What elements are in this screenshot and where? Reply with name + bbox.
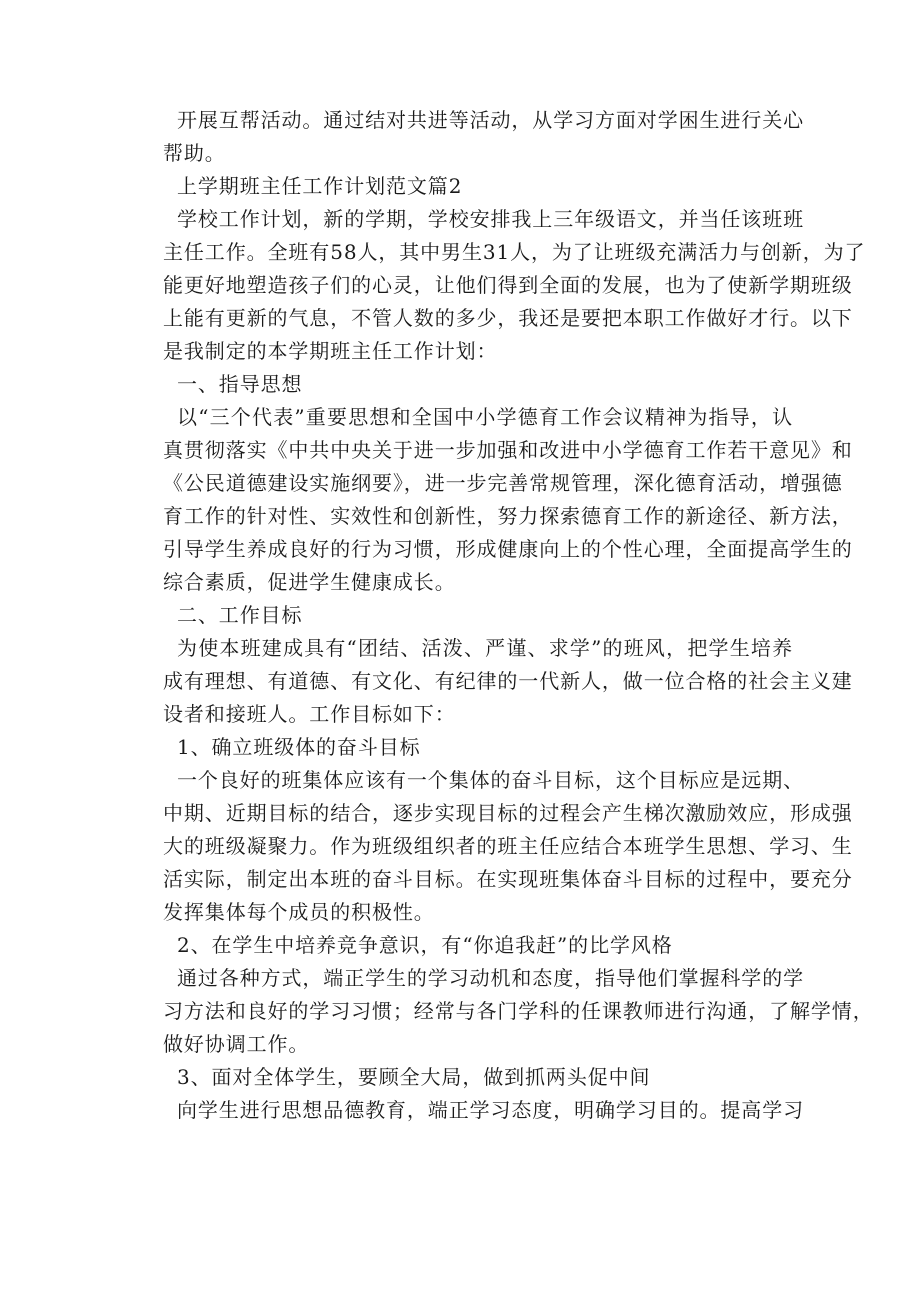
document-page bbox=[163, 104, 874, 1127]
text-line: 做好协调工作。 bbox=[163, 1032, 310, 1056]
text-line: 引导学生养成良好的行为习惯，形成健康向上的个性心理，全面提高学生的 bbox=[163, 537, 853, 561]
text-line: 向学生进行思想品德教育，端正学习态度，明确学习目的。提高学习 bbox=[177, 1098, 804, 1122]
text-line: 成有理想、有道德、有文化、有纪律的一代新人，做一位合格的社会主义建 bbox=[163, 669, 853, 693]
text-line: 二、工作目标 bbox=[177, 603, 303, 627]
text-line: 为使本班建成具有“团结、活泼、严谨、求学”的班风，把学生培养 bbox=[177, 636, 793, 660]
text-line: 真贯彻落实《中共中央关于进一步加强和改进中小学德育工作若干意见》和 bbox=[163, 438, 853, 462]
text-line: 帮助。 bbox=[163, 141, 226, 165]
text-line: 2、在学生中培养竞争意识，有“你追我赶”的比学风格 bbox=[177, 933, 673, 957]
text-line: 育工作的针对性、实效性和创新性，努力探索德育工作的新途径、新方法， bbox=[163, 504, 853, 528]
text-line: 上能有更新的气息，不管人数的多少，我还是要把本职工作做好才行。以下 bbox=[163, 306, 853, 330]
text-line: 以“三个代表”重要思想和全国中小学德育工作会议精神为指导，认 bbox=[177, 405, 793, 429]
text-line: 1、确立班级体的奋斗目标 bbox=[177, 735, 421, 759]
text-line: 习方法和良好的学习习惯；经常与各门学科的任课教师进行沟通，了解学情， bbox=[163, 999, 874, 1023]
text-line: 是我制定的本学期班主任工作计划： bbox=[163, 339, 498, 363]
text-line: 大的班级凝聚力。作为班级组织者的班主任应结合本班学生思想、学习、生 bbox=[163, 834, 853, 858]
text-line: 《公民道德建设实施纲要》，进一步完善常规管理，深化德育活动，增强德 bbox=[163, 471, 843, 495]
text-line: 学校工作计划，新的学期，学校安排我上三年级语文，并当任该班班 bbox=[177, 207, 804, 231]
text-line: 活实际，制定出本班的奋斗目标。在实现班集体奋斗目标的过程中，要充分 bbox=[163, 867, 853, 891]
text-line: 一个良好的班集体应该有一个集体的奋斗目标，这个目标应是远期、 bbox=[177, 768, 804, 792]
text-line: 主任工作。全班有58人，其中男生31人，为了让班级充满活力与创新，为了 bbox=[163, 240, 866, 264]
text-line: 综合素质，促进学生健康成长。 bbox=[163, 570, 456, 594]
text-line: 通过各种方式，端正学生的学习动机和态度，指导他们掌握科学的学 bbox=[177, 966, 804, 990]
text-line: 能更好地塑造孩子们的心灵，让他们得到全面的发展，也为了使新学期班级 bbox=[163, 273, 853, 297]
text-line: 开展互帮活动。通过结对共进等活动，从学习方面对学困生进行关心 bbox=[177, 108, 804, 132]
text-line: 发挥集体每个成员的积极性。 bbox=[163, 900, 435, 924]
text-line: 上学期班主任工作计划范文篇2 bbox=[177, 174, 463, 198]
text-line: 一、指导思想 bbox=[177, 372, 303, 396]
text-line: 设者和接班人。工作目标如下： bbox=[163, 702, 456, 726]
text-line: 3、面对全体学生，要顾全大局，做到抓两头促中间 bbox=[177, 1065, 651, 1089]
text-line: 中期、近期目标的结合，逐步实现目标的过程会产生梯次激励效应，形成强 bbox=[163, 801, 853, 825]
